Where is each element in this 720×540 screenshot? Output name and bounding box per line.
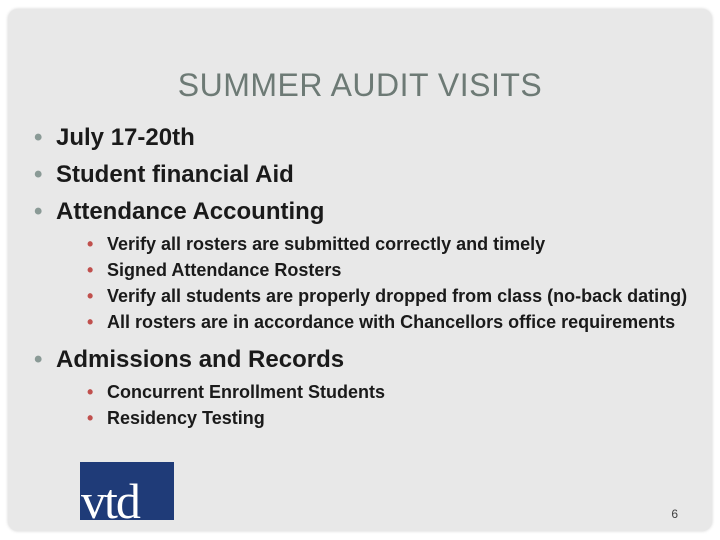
bullet-item-financial-aid bbox=[28, 156, 688, 193]
bullet-list bbox=[28, 119, 688, 429]
bullet-text: Admissions and Records bbox=[56, 346, 345, 373]
sub-bullet-icon: • bbox=[87, 260, 94, 280]
sub-bullet-icon: • bbox=[87, 408, 94, 428]
sub-bullet-text: All rosters are in accordance with Chancellors office requirements bbox=[107, 312, 676, 332]
bullet-icon: • bbox=[34, 124, 43, 151]
sub-bullet-item bbox=[56, 382, 688, 403]
sub-bullet-text: Verify all students are properly dropped from class (no-back dating) bbox=[107, 286, 688, 306]
sub-bullet-item bbox=[56, 234, 688, 255]
sub-bullet-text: Residency Testing bbox=[107, 408, 265, 428]
bullet-item-attendance bbox=[28, 193, 688, 333]
sub-bullet-list bbox=[56, 234, 688, 333]
sub-bullet-icon: • bbox=[87, 382, 94, 402]
bullet-item-admissions bbox=[28, 341, 688, 429]
slide-title: SUMMER AUDIT VISITS bbox=[177, 67, 543, 103]
slide bbox=[8, 9, 712, 531]
sub-bullet-list bbox=[56, 382, 688, 429]
bullet-icon: • bbox=[34, 198, 43, 225]
sub-bullet-icon: • bbox=[87, 234, 94, 254]
bullet-icon: • bbox=[34, 346, 43, 373]
logo-text: vtd bbox=[81, 473, 139, 520]
sub-bullet-item bbox=[56, 286, 688, 307]
slide-content bbox=[28, 119, 688, 437]
vtd-logo bbox=[80, 462, 174, 520]
bullet-text: Student financial Aid bbox=[56, 161, 294, 188]
bullet-icon: • bbox=[34, 161, 43, 188]
page-number: 6 bbox=[671, 507, 678, 521]
sub-bullet-text: Verify all rosters are submitted correctly and timely bbox=[107, 234, 546, 254]
bullet-text: Attendance Accounting bbox=[56, 198, 325, 225]
sub-bullet-item bbox=[56, 408, 688, 429]
sub-bullet-text: Signed Attendance Rosters bbox=[107, 260, 342, 280]
sub-bullet-item bbox=[56, 312, 688, 333]
sub-bullet-text: Concurrent Enrollment Students bbox=[107, 382, 386, 402]
sub-bullet-icon: • bbox=[87, 286, 94, 306]
sub-bullet-item bbox=[56, 260, 688, 281]
sub-bullet-icon: • bbox=[87, 312, 94, 332]
bullet-item-dates bbox=[28, 119, 688, 156]
bullet-text: July 17-20th bbox=[56, 124, 195, 151]
